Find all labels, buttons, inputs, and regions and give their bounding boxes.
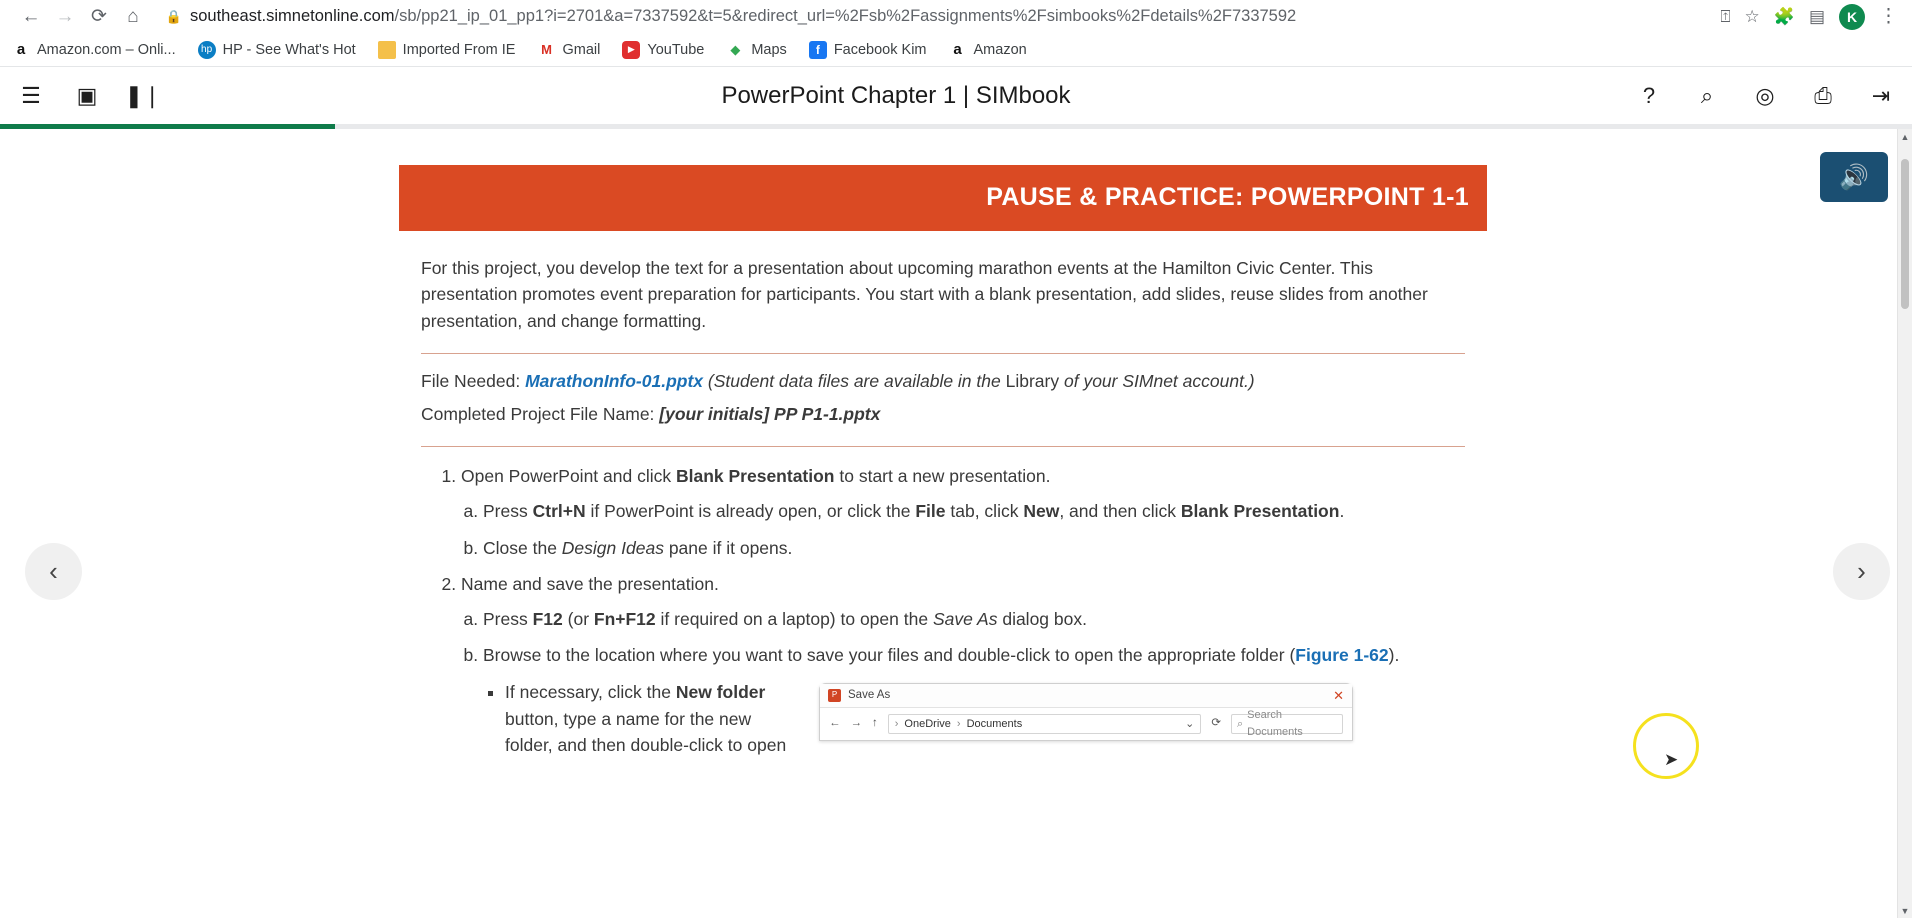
seg-plain: pane if it opens. [663, 537, 793, 558]
file-needed-note-b: Library [1005, 371, 1060, 392]
previous-page-button[interactable]: ‹ [25, 543, 82, 600]
breadcrumb-onedrive[interactable]: OneDrive [904, 717, 951, 730]
save-as-titlebar [820, 684, 1352, 708]
bookmark-label: Gmail [562, 41, 601, 58]
browser-toolbar [0, 0, 1912, 33]
powerpoint-icon: P [828, 689, 841, 702]
seg-plain: . [1339, 501, 1345, 522]
avatar[interactable]: K [1839, 4, 1865, 30]
seg-italic: Save As [932, 608, 998, 629]
url-path: /sb/pp21_ip_01_pp1?i=2701&a=7337592&t=5&redirect_url=%2Fsb%2Fassignments%2Fsimbooks%2Fdetails%2F7337592 [394, 7, 1297, 25]
card-body [399, 231, 1487, 759]
speaker-volume-icon: 🔊 [1839, 163, 1869, 191]
save-as-dialog-figure [819, 683, 1353, 741]
seg-bold: New [1023, 501, 1060, 522]
reload-icon[interactable]: ⟳ [91, 6, 107, 27]
search-icon: ⌕ [1237, 717, 1244, 730]
bullet-text [505, 679, 797, 759]
help-icon[interactable]: ? [1642, 82, 1656, 108]
refresh-icon[interactable]: ⟳ [1211, 717, 1221, 730]
breadcrumb-documents[interactable]: Documents [966, 717, 1023, 730]
save-as-toolbar [820, 708, 1352, 740]
bookmark-label: Amazon [973, 41, 1027, 58]
pause-practice-card [399, 165, 1487, 769]
address-bar[interactable] [164, 2, 1710, 32]
seg-bold: File [915, 501, 946, 522]
step-2b [483, 642, 1465, 758]
seg-plain: (or [562, 608, 594, 629]
step-1a [483, 498, 1465, 525]
click-highlight [1633, 713, 1699, 779]
back-arrow-icon[interactable]: ← [21, 5, 41, 27]
close-icon[interactable]: ✕ [1333, 687, 1344, 703]
header-right-tools [1636, 83, 1894, 109]
seg-plain: Press [483, 501, 533, 522]
seg-bold: F12 [532, 608, 563, 629]
content-stage [0, 129, 1912, 918]
amazon-icon: a [953, 41, 962, 58]
up-arrow-icon[interactable]: ↑ [872, 717, 878, 730]
seg-plain: if PowerPoint is already open, or click the [585, 501, 916, 522]
lock-icon: 🔒 [165, 8, 183, 24]
bookmark-item[interactable] [378, 41, 516, 59]
chevron-down-icon[interactable]: ⌄ [1185, 717, 1195, 730]
bookmarks-bar [0, 33, 1912, 67]
amazon-icon: a [16, 41, 26, 58]
save-as-title: Save As [848, 688, 891, 701]
bookmark-item[interactable] [12, 41, 176, 59]
bookmark-label: Imported From IE [402, 41, 516, 58]
completed-file-line [421, 401, 1465, 428]
seg-italic: Design Ideas [561, 537, 664, 558]
bookmark-item[interactable] [537, 41, 600, 59]
bookmark-item[interactable] [726, 41, 786, 59]
table-of-contents-icon[interactable]: ☰ [21, 82, 41, 108]
search-input[interactable] [1231, 709, 1343, 739]
three-dots-menu-icon[interactable]: ⋮ [1879, 6, 1898, 27]
step-2 [461, 571, 1465, 759]
step-1-bold: Blank Presentation [675, 466, 835, 487]
scroll-up-icon[interactable]: ▲ [1900, 131, 1910, 142]
seg-plain: If necessary, click the [505, 682, 676, 703]
browser-chrome [0, 0, 1912, 67]
forward-arrow-icon[interactable]: → [850, 717, 862, 730]
gmail-icon: M [541, 42, 552, 57]
seg-plain: dialog box. [997, 608, 1087, 629]
header-left-tools [18, 82, 162, 109]
hp-icon: hp [198, 41, 216, 59]
seg-plain: Close the [483, 537, 562, 558]
step-1-text-pre: Open PowerPoint and click [461, 466, 676, 487]
steps-list [421, 463, 1465, 758]
divider [421, 353, 1465, 354]
bookmark-item[interactable] [198, 41, 356, 59]
notebook-icon[interactable]: ▣ [76, 82, 98, 108]
breadcrumb-root: › [894, 717, 899, 730]
bullet-row [505, 679, 1465, 759]
seg-plain: ). [1388, 645, 1400, 666]
youtube-icon: ▶ [622, 41, 640, 59]
scroll-area[interactable]: PAUSE & PRACTICE: POWERPOINT 1-1 For this project, you develop the text for a presentation about upcoming marathon events at the Hamilton Civic Center. This presentation promotes event preparation for participants. You start with a blank presentation, add slides, reuse slides from another presentation, and change formatting. File Needed: MarathonInfo-01.pptx (Student data files are available in the Library of your SIMnet account.) Completed Project File Name: [your initials] PP P1-1.pptx 1. Open PowerPoint and click Blank Presentation to start a new presentation. a. Press Ctrl+N if PowerPoint is already open, or click the File tab, click New, and then click Blank Presentation. b. Close the Design Ideas pane if it opens. 2. Name and save the presentation. a. Press F12 (or Fn+F12 if required on a laptop) to open the Save As dialog box. b. Browse to the location where you want to save your files and double-click to open the appropriate folder (Figure 1-62). ▪ If necessary, click the New folder button, type a name for the new folder, and then double-click to open P Save As ✕ ← → ↑ › OneDrive › Documents ⌄ ⟳ ⌕ Search Documents ‹ › 🔊 ➤ [0, 129, 1912, 918]
file-needed-note-a: (Student data files are available in the [707, 371, 1001, 392]
step-1b [483, 535, 1465, 562]
print-icon[interactable]: ⎙ [1814, 82, 1832, 108]
vertical-scrollbar[interactable] [1897, 129, 1912, 918]
figure-link[interactable]: Figure 1-62 [1295, 645, 1389, 666]
bookmark-label: Facebook Kim [833, 41, 927, 58]
folder-icon [378, 41, 396, 59]
seg-bold: Blank Presentation [1180, 501, 1340, 522]
side-panel-icon[interactable]: ▤ [1808, 6, 1825, 26]
step-2a [483, 606, 1465, 633]
file-needed-label: File Needed: [421, 371, 521, 392]
divider [421, 446, 1465, 447]
bookmark-icon[interactable]: ❚❘ [124, 82, 162, 108]
bookmark-label: Amazon.com – Onli... [37, 41, 176, 58]
app-header [0, 67, 1912, 124]
file-needed-note-c: of your SIMnet account.) [1063, 371, 1255, 392]
next-page-button[interactable]: › [1833, 543, 1890, 600]
step-1 [461, 463, 1465, 561]
completed-label: Completed Project File Name: [421, 403, 655, 424]
omnibox-actions [1720, 4, 1898, 30]
search-placeholder: Search Documents [1247, 709, 1303, 739]
step-2b-bullets [483, 679, 1465, 759]
back-arrow-icon[interactable]: ← [829, 717, 841, 730]
maps-icon: ◆ [726, 41, 744, 59]
step-1-substeps [461, 498, 1465, 561]
exit-icon[interactable]: ⇥ [1871, 82, 1891, 108]
seg-plain: if required on a laptop) to open the [655, 608, 933, 629]
audio-play-button[interactable] [1820, 152, 1888, 202]
bookmark-label: YouTube [647, 41, 705, 58]
bookmark-item[interactable] [622, 41, 704, 59]
scrollbar-thumb[interactable] [1901, 159, 1909, 309]
search-icon[interactable]: ⌕ [1700, 82, 1714, 108]
bookmark-label: HP - See What's Hot [222, 41, 356, 58]
page-title: PowerPoint Chapter 1 | SIMbook [721, 81, 1071, 109]
seg-plain: tab, click [945, 501, 1024, 522]
breadcrumb[interactable] [888, 714, 1202, 734]
seg-bold: Ctrl+N [532, 501, 586, 522]
step-1-text-post: to start a new presentation. [834, 466, 1051, 487]
step-2-text-pre: Name and save the presentation. [461, 574, 719, 595]
scroll-down-icon[interactable]: ▼ [1900, 905, 1910, 916]
share-icon[interactable]: ⍐ [1720, 6, 1731, 26]
seg-plain: , and then click [1059, 501, 1181, 522]
bookmark-item[interactable] [809, 41, 927, 59]
seg-plain: button, type a name for the new folder, and then double-click to open [505, 708, 787, 756]
seg-plain: Press [483, 608, 533, 629]
extensions-puzzle-icon[interactable]: 🧩 [1773, 6, 1795, 26]
facebook-icon: f [809, 41, 827, 59]
star-icon[interactable]: ☆ [1744, 6, 1760, 26]
file-needed-line [421, 368, 1465, 395]
home-icon[interactable]: ⌂ [127, 5, 139, 27]
card-title: PAUSE & PRACTICE: POWERPOINT 1-1 [399, 165, 1487, 231]
completed-name: [your initials] PP P1-1.pptx [659, 403, 881, 424]
forward-arrow-icon[interactable]: → [55, 5, 75, 27]
seg-plain: Browse to the location where you want to save your files and double-click to open the appropriate folder ( [483, 645, 1296, 666]
seg-bold: New folder [675, 682, 766, 703]
file-needed-link[interactable]: MarathonInfo-01.pptx [525, 371, 704, 392]
step-2-substeps [461, 606, 1465, 759]
accessibility-icon[interactable]: ◎ [1755, 82, 1775, 108]
breadcrumb-separator: › [956, 717, 961, 730]
intro-paragraph: For this project, you develop the text for a presentation about upcoming marathon events at the Hamilton Civic Center. This presentation promotes event preparation for participants. You start with a blank presentation, add slides, reuse slides from another presentation, and change formatting. [421, 257, 1428, 331]
seg-bold: Fn+F12 [593, 608, 656, 629]
bullet-new-folder [505, 679, 1465, 759]
url-host: southeast.simnetonline.com [190, 7, 395, 25]
bookmark-item[interactable] [949, 41, 1027, 59]
bookmark-label: Maps [751, 41, 787, 58]
